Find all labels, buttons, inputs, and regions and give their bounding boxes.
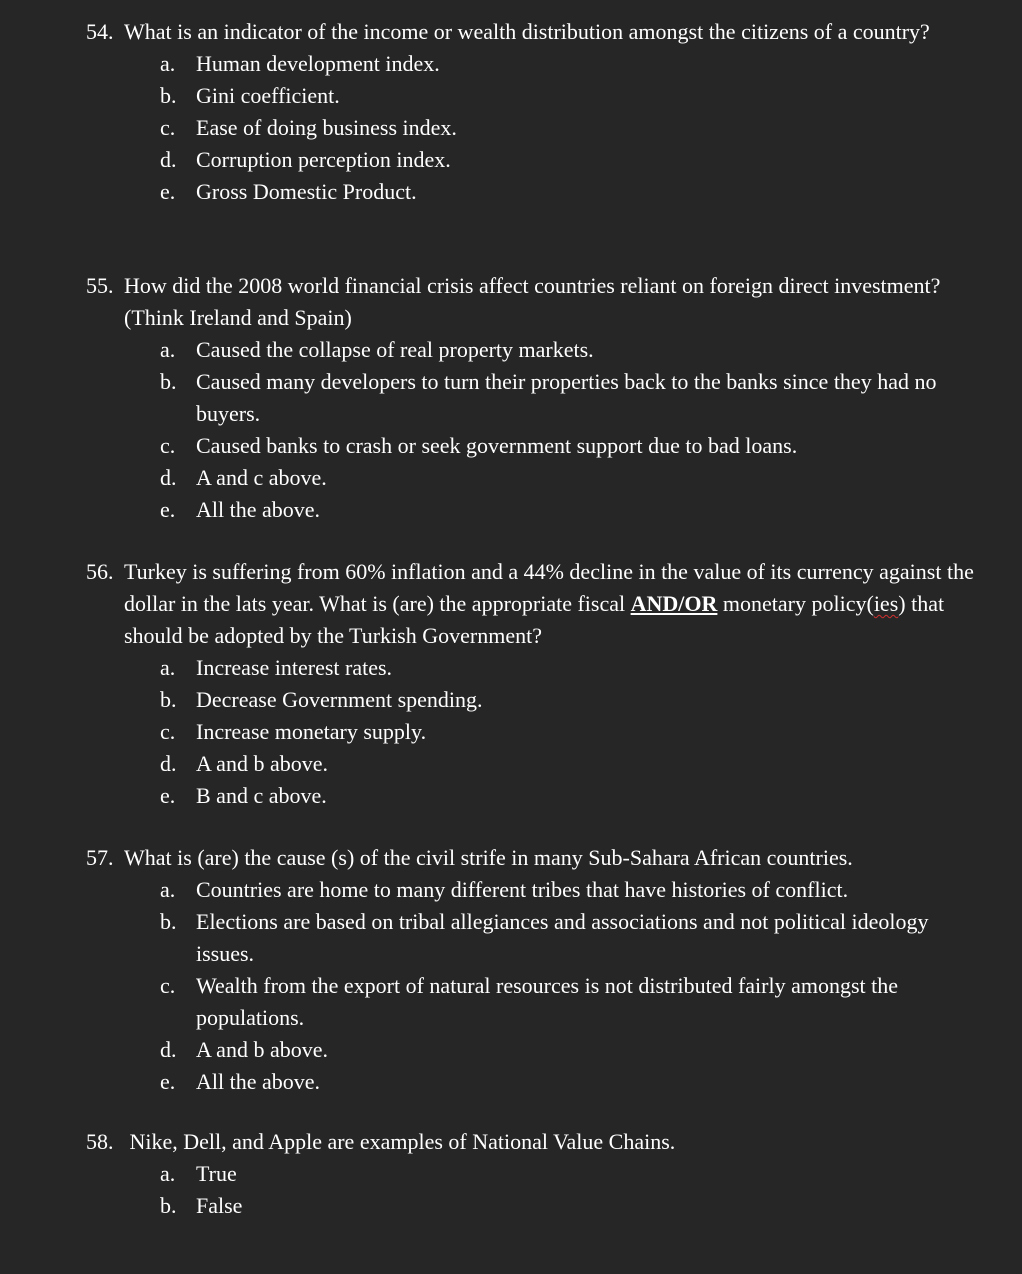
options-list <box>0 48 1022 208</box>
question-text-part3: ) that should be adopted by the Turkish Government? <box>124 591 945 648</box>
option-b <box>0 684 1022 716</box>
option-letter: e. <box>160 179 176 204</box>
option-letter: a. <box>160 51 176 76</box>
option-letter: e. <box>160 1069 176 1094</box>
option-letter: c. <box>160 973 176 998</box>
option-text: Gini coefficient. <box>196 83 340 108</box>
option-text: B and c above. <box>196 783 327 808</box>
option-b <box>0 366 1022 430</box>
option-letter: d. <box>160 147 177 172</box>
option-text: Human development index. <box>196 51 440 76</box>
option-text: Caused banks to crash or seek government support due to bad loans. <box>196 433 798 458</box>
question-number: 58. <box>86 1129 114 1154</box>
options-list <box>0 652 1022 812</box>
option-letter: d. <box>160 1037 177 1062</box>
option-text: All the above. <box>196 497 321 522</box>
option-letter: d. <box>160 751 177 776</box>
question-text-part2: monetary policy( <box>717 591 874 616</box>
option-a <box>0 48 1022 80</box>
question-57-stem <box>0 842 1022 874</box>
question-number: 55. <box>86 273 114 298</box>
question-58-stem <box>0 1126 1022 1158</box>
question-58 <box>0 1126 1022 1222</box>
options-list <box>0 1158 1022 1222</box>
question-text-part1: Turkey is suffering from 60% inflation and a 44% decline in the value of its currency against the dollar in the lats year. What is (are) the appropriate fiscal <box>124 559 974 616</box>
option-text: True <box>196 1161 237 1186</box>
question-text: How did the 2008 world financial crisis affect countries reliant on foreign direct investment? (Think Ireland and Spain) <box>124 273 941 330</box>
question-54-stem <box>0 16 1022 48</box>
question-55 <box>0 270 1022 526</box>
option-d <box>0 144 1022 176</box>
question-54 <box>0 16 1022 208</box>
option-c <box>0 970 1022 1034</box>
option-c <box>0 716 1022 748</box>
option-text: Caused many developers to turn their properties back to the banks since they had no buyers. <box>196 369 937 426</box>
option-e <box>0 780 1022 812</box>
question-55-stem <box>0 270 1022 334</box>
option-text: False <box>196 1193 243 1218</box>
option-text: Countries are home to many different tribes that have histories of conflict. <box>196 877 849 902</box>
option-b <box>0 1190 1022 1222</box>
option-letter: b. <box>160 83 177 108</box>
option-letter: b. <box>160 909 177 934</box>
option-text: Decrease Government spending. <box>196 687 483 712</box>
option-text: A and c above. <box>196 465 327 490</box>
option-letter: b. <box>160 369 177 394</box>
question-text: Nike, Dell, and Apple are examples of National Value Chains. <box>124 1129 676 1154</box>
options-list <box>0 334 1022 526</box>
option-letter: c. <box>160 115 176 140</box>
question-number: 54. <box>86 19 114 44</box>
question-text: What is an indicator of the income or wealth distribution amongst the citizens of a country? <box>124 19 930 44</box>
option-e <box>0 494 1022 526</box>
option-text: All the above. <box>196 1069 321 1094</box>
option-d <box>0 748 1022 780</box>
option-b <box>0 80 1022 112</box>
option-letter: b. <box>160 1193 177 1218</box>
option-c <box>0 430 1022 462</box>
question-number: 56. <box>86 559 114 584</box>
option-text: A and b above. <box>196 751 328 776</box>
option-d <box>0 462 1022 494</box>
option-letter: a. <box>160 877 176 902</box>
option-d <box>0 1034 1022 1066</box>
option-letter: a. <box>160 337 176 362</box>
option-text: A and b above. <box>196 1037 328 1062</box>
option-text: Corruption perception index. <box>196 147 451 172</box>
option-text: Elections are based on tribal allegiances and associations and not political ideology issues. <box>196 909 929 966</box>
option-letter: a. <box>160 655 176 680</box>
option-a <box>0 1158 1022 1190</box>
option-a <box>0 874 1022 906</box>
spelling-error-mark: ies <box>873 591 899 616</box>
option-letter: b. <box>160 687 177 712</box>
option-text: Increase monetary supply. <box>196 719 427 744</box>
option-letter: e. <box>160 783 176 808</box>
option-text: Increase interest rates. <box>196 655 393 680</box>
option-letter: e. <box>160 497 176 522</box>
option-b <box>0 906 1022 970</box>
question-text: What is (are) the cause (s) of the civil strife in many Sub-Sahara African countries. <box>124 845 853 870</box>
question-56-stem <box>0 556 1022 652</box>
option-a <box>0 334 1022 366</box>
emphasis-text: AND/OR <box>630 591 718 616</box>
option-text: Wealth from the export of natural resources is not distributed fairly amongst the populations. <box>196 973 899 1030</box>
option-c <box>0 112 1022 144</box>
question-number: 57. <box>86 845 114 870</box>
option-letter: c. <box>160 719 176 744</box>
option-text: Caused the collapse of real property markets. <box>196 337 594 362</box>
option-e <box>0 1066 1022 1098</box>
option-text: Ease of doing business index. <box>196 115 457 140</box>
options-list <box>0 874 1022 1098</box>
option-letter: a. <box>160 1161 176 1186</box>
option-e <box>0 176 1022 208</box>
option-text: Gross Domestic Product. <box>196 179 417 204</box>
option-letter: c. <box>160 433 176 458</box>
option-a <box>0 652 1022 684</box>
question-56 <box>0 556 1022 812</box>
option-letter: d. <box>160 465 177 490</box>
question-57 <box>0 842 1022 1098</box>
